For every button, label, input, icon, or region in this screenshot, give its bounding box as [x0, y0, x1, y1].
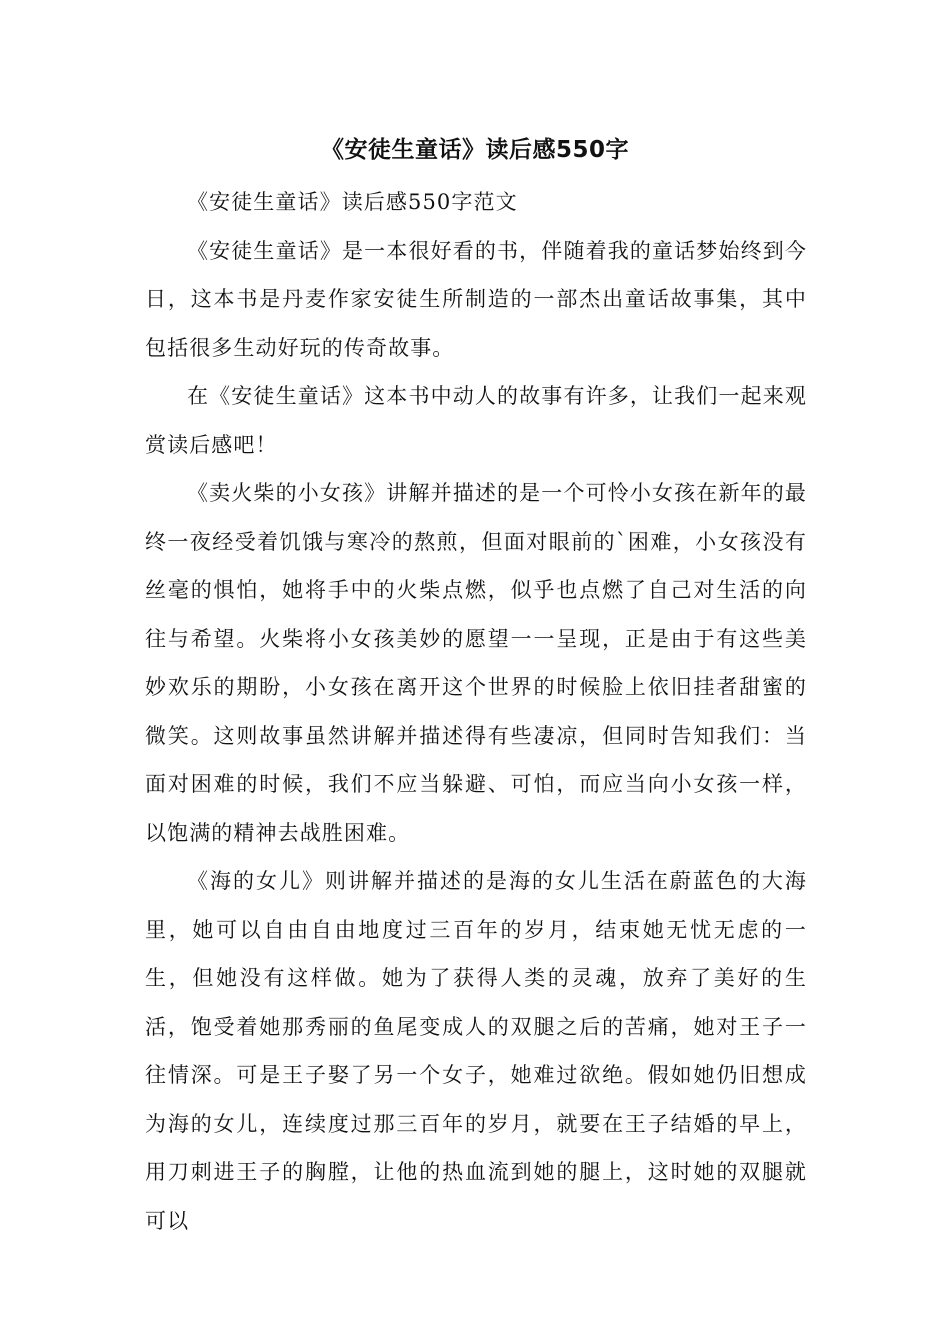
paragraph-invitation: 在《安徒生童话》这本书中动人的故事有许多，让我们一起来观赏读后感吧！ — [145, 384, 807, 457]
paragraph-intro: 《安徒生童话》是一本很好看的书，伴随着我的童话梦始终到今日，这本书是丹麦作家安徒生所制造的一部杰出童话故事集，其中包括很多生动好玩的传奇故事。 — [145, 238, 807, 360]
document-title: 《安徒生童话》读后感550字 — [320, 137, 629, 163]
document-body — [145, 178, 807, 1245]
paragraph-little-mermaid: 《海的女儿》则讲解并描述的是海的女儿生活在蔚蓝色的大海里，她可以自由自由地度过三百年的岁月，结束她无忧无虑的一生，但她没有这样做。她为了获得人类的灵魂，放弃了美好的生活，饱受着她那秀丽的鱼尾变成人的双腿之后的苦痛，她对王子一往情深。可是王子娶了另一个女子，她难过欲绝。假如她仍旧想成为海的女儿，连续度过那三百年的岁月，就要在王子结婚的早上，用刀刺进王子的胸膛，让他的热血流到她的腿上，这时她的双腿就可以 — [145, 869, 807, 1233]
paragraph-match-girl: 《卖火柴的小女孩》讲解并描述的是一个可怜小女孩在新年的最终一夜经受着饥饿与寒冷的熬煎，但面对眼前的`困难，小女孩没有丝毫的惧怕，她将手中的火柴点燃，似乎也点燃了自己对生活的向往与希望。火柴将小女孩美妙的愿望一一呈现，正是由于有这些美妙欢乐的期盼，小女孩在离开这个世界的时候脸上依旧挂者甜蜜的微笑。这则故事虽然讲解并描述得有些凄凉，但同时告知我们：当面对困难的时候，我们不应当躲避、可怕，而应当向小女孩一样，以饱满的精神去战胜困难。 — [145, 481, 807, 845]
paragraph-subtitle: 《安徒生童话》读后感550字范文 — [187, 190, 518, 214]
